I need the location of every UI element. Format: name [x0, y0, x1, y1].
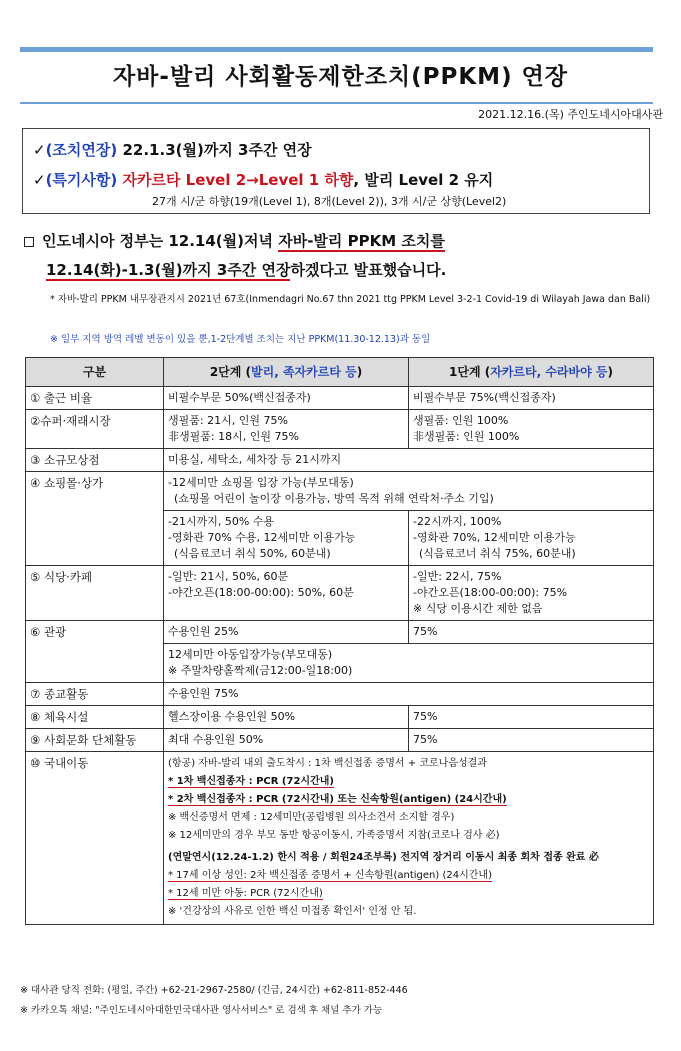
summary-extension — [33, 139, 312, 160]
row-category: ⑨ 사회문화 단체활동 — [26, 729, 164, 752]
summary-special — [33, 169, 493, 190]
row-level1: 생필품: 인원 100% 非생필품: 인원 100% — [409, 410, 654, 449]
announcement-line-2: 12.14(화)-1.3(월)까지 3주간 연장하겠다고 발표했습니다. — [46, 261, 447, 279]
page-title: 자바-발리 사회활동제한조치(PPKM) 연장 — [112, 64, 569, 90]
row-category: ① 출근 비율 — [26, 387, 164, 410]
table-row — [26, 566, 654, 621]
row-category: ④ 쇼핑몰·상가 — [26, 472, 164, 566]
check-icon: ✓ — [33, 171, 46, 189]
row-both-levels: 미용실, 세탁소, 세차장 등 21시까지 — [164, 449, 654, 472]
table-row — [26, 410, 654, 449]
row-level1: 75% — [409, 706, 654, 729]
row-category: ⑤ 식당·카페 — [26, 566, 164, 621]
row-level2: 비필수부문 50%(백신접종자) — [164, 387, 409, 410]
summary-detail: 27개 시/군 하향(19개(Level 1), 8개(Level 2)), 3개 시/군 상향(Level2) — [152, 195, 507, 208]
row-level2: 생필품: 21시, 인원 75% 非생필품: 18시, 인원 75% — [164, 410, 409, 449]
table-row — [26, 621, 654, 644]
row-level1: -22시까지, 100% -영화관 70%, 12세미만 이용가능 (식음료코너 취식 75%, 60분내) — [409, 511, 654, 566]
title-bottom-rule — [20, 102, 653, 104]
table-row — [26, 683, 654, 706]
table-row — [26, 387, 654, 410]
extension-text: 22.1.3(월)까지 3주간 연장 — [122, 141, 312, 159]
table-row — [26, 449, 654, 472]
table-row — [26, 706, 654, 729]
special-red-text: 자카르타 Level 2→Level 1 하향 — [122, 171, 354, 189]
summary-box — [22, 128, 650, 214]
row-level1: -일반: 22시, 75% -야간오픈(18:00-00:00): 75% ※ 식당 이용시간 제한 없음 — [409, 566, 654, 621]
row-category: ⑧ 체육시설 — [26, 706, 164, 729]
row-level2: 최대 수용인원 50% — [164, 729, 409, 752]
row-both-levels: (항공) 자바-발리 내외 출도착시 : 1차 백신접종 증명서 + 코로나음성결과 * 1차 백신접종자 : PCR (72시간내) * 2차 백신접종자 : PCR (72시간내) 또는 신속항원(antigen) (24시간내) ※ 백신증명서 면제 : 12세미만(공립병원 의사소견서 소지할 경우) ※ 12세미만의 경우 부모 동반 항공이동시, 가족증명서 지참(코로나 검사 必) (연말연시(12.24-1.2) 한시 적용 / 회원24조부록) 전지역 장거리 이동시 최종 회차 접종 완료 必 * 17세 이상 성인: 2차 백신접종 증명서 + 신속항원(antigen) (24시간내) * 12세 미만 아동: PCR (72시간내) ※ '건강상의 사유로 인한 백신 미접종 확인서' 인정 안 됨. — [164, 752, 654, 925]
title-top-rule — [20, 47, 653, 52]
row-category: ②슈퍼·재래시장 — [26, 410, 164, 449]
row-level2: -21시까지, 50% 수용 -영화관 70% 수용, 12세미만 이용가능 (식음료코너 취식 50%, 60분내) — [164, 511, 409, 566]
row-category: ③ 소규모상점 — [26, 449, 164, 472]
row-level1: 75% — [409, 729, 654, 752]
kakaotalk-channel-note: ※ 카카오톡 채널: "주인도네시아대한민국대사관 영사서비스" 로 검색 후 채널 추가 가능 — [20, 1005, 383, 1016]
decree-note: * 자바-발리 PPKM 내무장관지시 2021년 67호(Inmendagri No.67 thn 2021 ttg PPKM Level 3-2-1 Covid-19 di Wilayah Jawa dan Bali) — [50, 294, 651, 305]
announcement-line-1: 인도네시아 정부는 12.14(월)저녁 자바-발리 PPKM 조치를 — [24, 230, 445, 251]
table-header-row — [26, 358, 654, 387]
table-row — [26, 472, 654, 511]
table-row — [26, 729, 654, 752]
square-bullet-icon — [24, 237, 34, 247]
check-icon: ✓ — [33, 141, 46, 159]
header-level2: 2단계 (발리, 족자카르타 등) — [164, 358, 409, 387]
header-level1: 1단계 (자카르타, 수라바야 등) — [409, 358, 654, 387]
row-level2: -일반: 21시, 50%, 60분 -야간오픈(18:00-00:00): 50%, 60분 — [164, 566, 409, 621]
issue-date: 2021.12.16.(목) 주인도네시아대사관 — [478, 108, 663, 121]
row-both-levels: 12세미만 아동입장가능(부모대동) ※ 주말차량홀짝제(금12:00-일18:00) — [164, 644, 654, 683]
row-level2: 수용인원 25% — [164, 621, 409, 644]
special-text: , 발리 Level 2 유지 — [353, 171, 494, 189]
row-category: ⑥ 관광 — [26, 621, 164, 683]
row-category: ⑩ 국내이동 — [26, 752, 164, 925]
header-category: 구분 — [26, 358, 164, 387]
row-level1: 비필수부문 75%(백신접종자) — [409, 387, 654, 410]
special-tag: (특기사항) — [45, 171, 118, 189]
row-both-levels: 수용인원 75% — [164, 683, 654, 706]
level-note: ※ 일부 지역 방역 레벨 변동이 있을 뿐,1-2단계별 조치는 지난 PPKM(11.30-12.13)과 동일 — [50, 334, 431, 345]
row-both-levels: -12세미만 쇼핑몰 입장 가능(부모대동) (쇼핑몰 어린이 놀이장 이용가능, 방역 목적 위해 연락처·주소 기입) — [164, 472, 654, 511]
extension-tag: (조치연장) — [45, 141, 118, 159]
ppkm-table — [25, 357, 654, 925]
row-level1: 75% — [409, 621, 654, 644]
embassy-phone-note: ※ 대사관 당직 전화: (평일, 주간) +62-21-2967-2580/ (긴급, 24시간) +62-811-852-446 — [20, 985, 408, 996]
row-level2: 헬스장이용 수용인원 50% — [164, 706, 409, 729]
row-category: ⑦ 종교활동 — [26, 683, 164, 706]
table-row — [26, 752, 654, 925]
